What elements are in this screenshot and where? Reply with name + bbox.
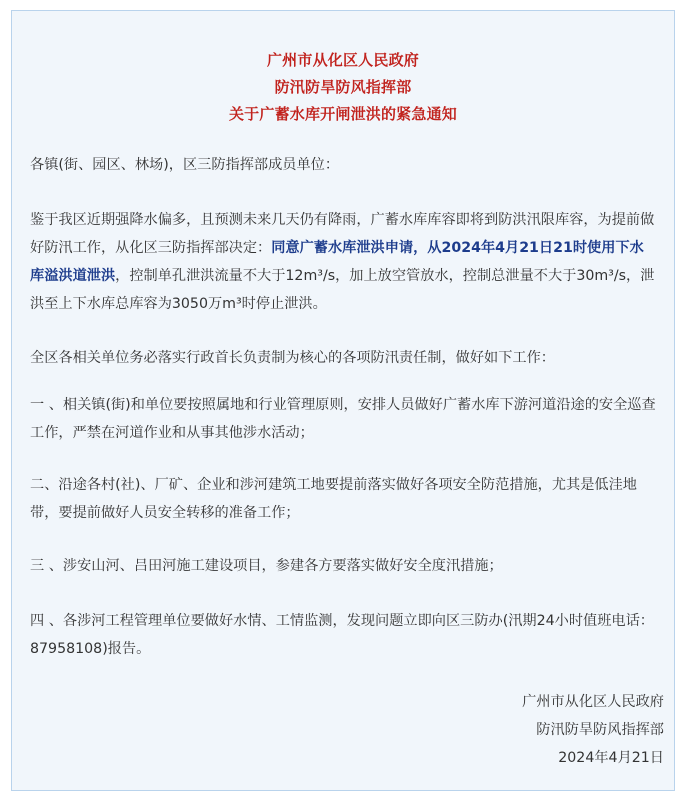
list-item: 三 、涉安山河、吕田河施工建设项目，参建各方要落实做好安全度汛措施； xyxy=(30,558,503,574)
notice-header xyxy=(12,47,674,128)
title-line-department: 防汛防旱防风指挥部 xyxy=(274,78,412,96)
list-item: 一 、相关镇(街)和单位要按照属地和行业管理原则，安排人员做好广蓄水库下游河道沿途的安全巡查工作，严禁在河道作业和从事其他涉水活动； xyxy=(30,397,656,441)
title-line-issuer: 广州市从化区人民政府 xyxy=(266,51,419,69)
paragraph-responsibility: 全区各相关单位务必落实行政首长负责制为核心的各项防汛责任制，做好如下工作： xyxy=(30,350,555,366)
signature-block xyxy=(522,688,664,772)
title-line-subject: 关于广蓄水库开闸泄洪的紧急通知 xyxy=(228,105,457,123)
salutation: 各镇(街、园区、林场)，区三防指挥部成员单位： xyxy=(30,157,340,173)
list-item: 二、沿途各村(社)、厂矿、企业和涉河建筑工地要提前落实做好各项安全防范措施，尤其是低洼地带，要提前做好人员安全转移的准备工作； xyxy=(30,477,637,521)
paragraph-decision xyxy=(30,206,656,318)
decision-intro: 鉴于我区近期强降水偏多，且预测未来几天仍有降雨，广蓄水库库容即将到防洪汛限库容，为提前做好防汛工作，从化区三防指挥部决定： xyxy=(30,212,655,256)
signature-date: 2024年4月21日 xyxy=(558,750,664,766)
decision-details: ，控制单孔泄洪流量不大于12m³/s，加上放空管放水，控制总泄量不大于30m³/s，泄洪至上下水库总库容为3050万m³时停止泄洪。 xyxy=(30,268,655,312)
notice-panel xyxy=(11,10,675,791)
decision-highlight: 同意广蓄水库泄洪申请，从2024年4月21日21时使用下水库溢洪道泄洪 xyxy=(30,240,644,284)
list-item: 四 、各涉河工程管理单位要做好水情、工情监测，发现问题立即向区三防办(汛期24小时值班电话：87958108)报告。 xyxy=(30,613,654,657)
signature-department: 防汛防旱防风指挥部 xyxy=(536,722,664,738)
signature-org: 广州市从化区人民政府 xyxy=(522,694,664,710)
